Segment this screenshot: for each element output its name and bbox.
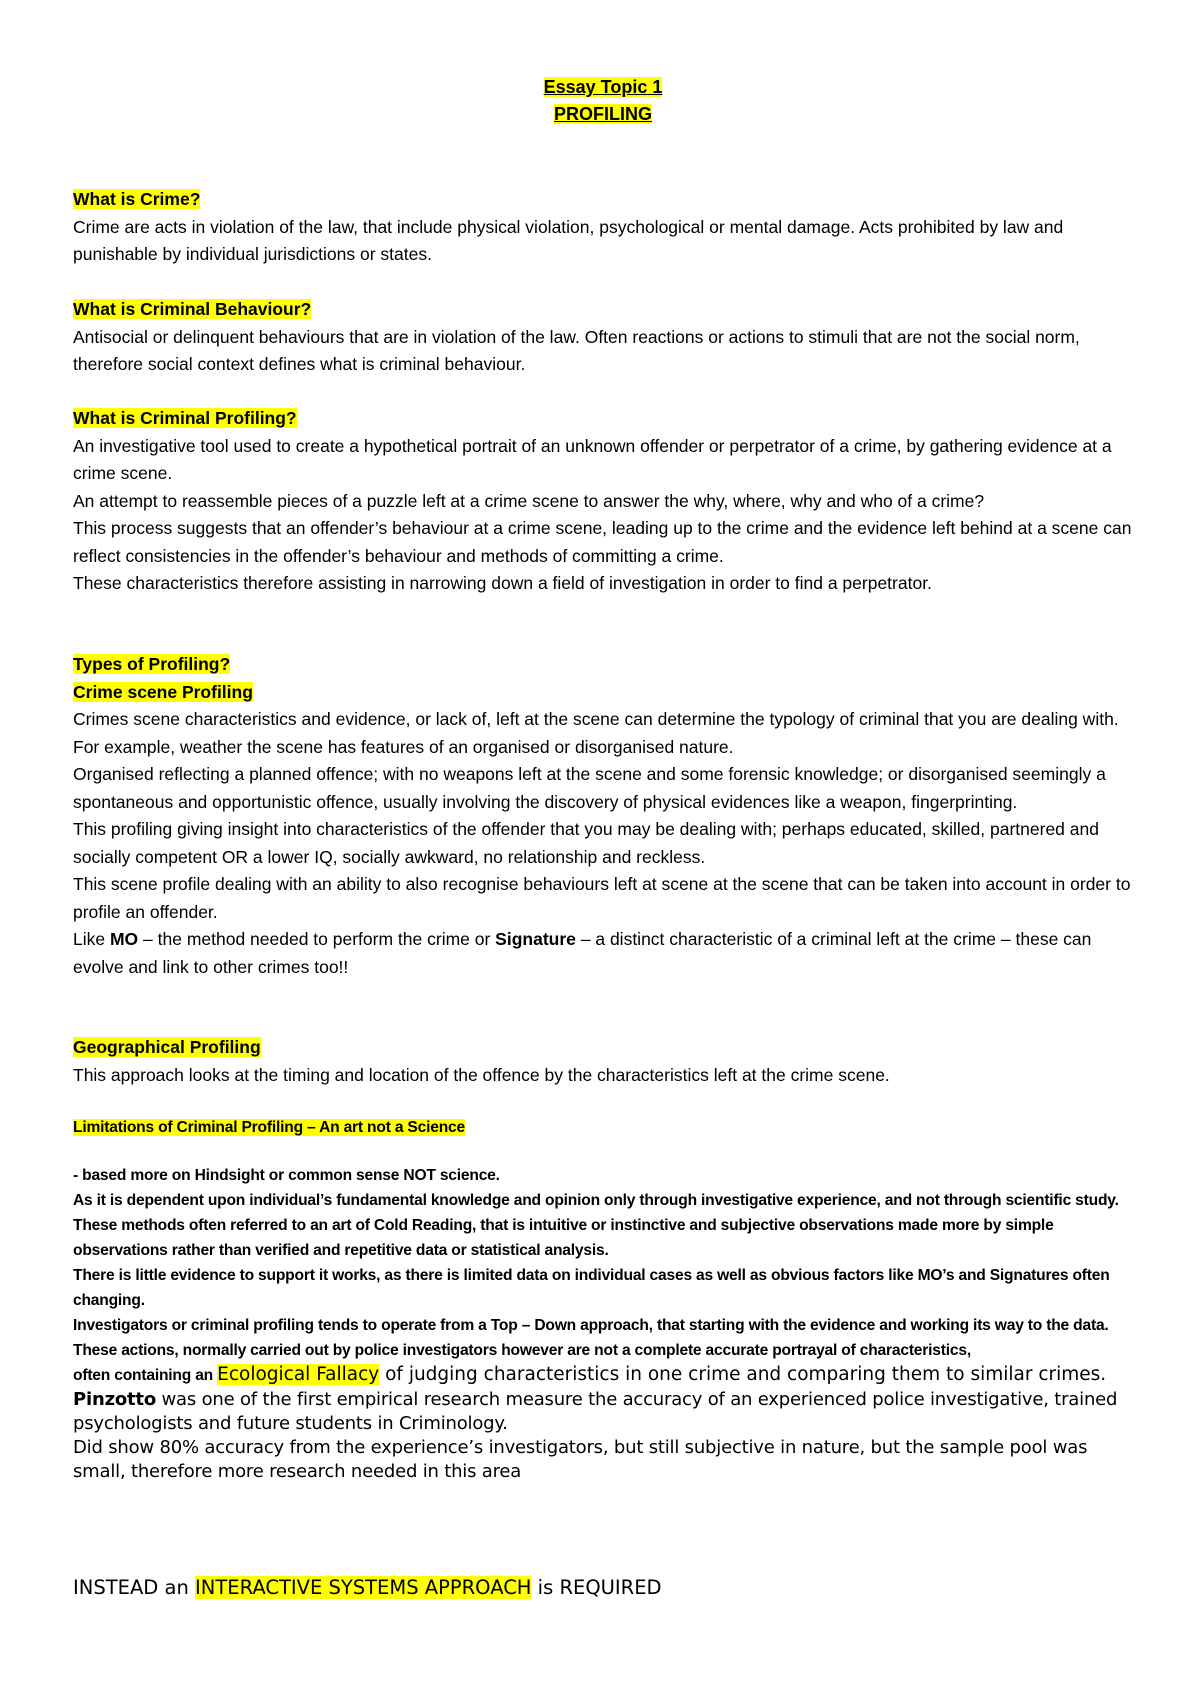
- heading-geographical-profiling: Geographical Profiling: [73, 1037, 261, 1057]
- heading-what-is-crime: What is Crime?: [73, 189, 201, 209]
- term-mo: MO: [109, 929, 139, 949]
- lim-p8-rest: was one of the first empirical research measure the accuracy of an experienced police investigative, trained psychologists and future students in Criminology.: [73, 1389, 1118, 1434]
- lim-p7-b: of: [379, 1364, 403, 1385]
- limitations-paragraph-5: Investigators or criminal profiling tends to operate from a Top – Down approach, that starting with the evidence and working its way to the data.: [73, 1317, 1109, 1334]
- section-crime: [73, 186, 1133, 269]
- conclusion-line: [73, 1574, 1133, 1602]
- heading-criminal-behaviour: What is Criminal Behaviour?: [73, 299, 312, 319]
- conclusion-a: INSTEAD an: [73, 1576, 196, 1599]
- types-paragraph-2: Organised reflecting a planned offence; with no weapons left at the scene and some forensic knowledge; or disorganised seemingly a spontaneous and opportunistic offence, usually involving the discovery of physical evidences like a weapon, fingerprinting.: [73, 764, 1106, 812]
- title-line-2: PROFILING: [554, 104, 652, 124]
- title-line-1: Essay Topic 1: [543, 77, 663, 97]
- types-p5-a: Like: [73, 929, 110, 949]
- document-title: [73, 74, 1133, 102]
- profiling-paragraph-3: This process suggests that an offender’s behaviour at a crime scene, leading up to the crime and the evidence left behind at a scene can reflect consistencies in the offender’s behaviour and methods of committing a crime.: [73, 518, 1132, 566]
- crime-paragraph: Crime are acts in violation of the law, that include physical violation, psychological or mental damage. Acts prohibited by law and punishable by individual jurisdictions or states.: [73, 216, 1064, 264]
- section-profiling: [73, 405, 1133, 598]
- types-p5-b: – the method needed to perform the crime or: [138, 929, 496, 949]
- document-subtitle: [73, 101, 1133, 129]
- heading-criminal-profiling: What is Criminal Profiling?: [73, 408, 297, 428]
- heading-limitations: Limitations of Criminal Profiling – An art not a Science: [73, 1119, 465, 1136]
- profiling-paragraph-4: These characteristics therefore assisting in narrowing down a field of investigation in order to find a perpetrator.: [73, 573, 932, 593]
- heading-types-of-profiling: Types of Profiling?: [73, 654, 231, 674]
- limitations-paragraph-8: [73, 1388, 1133, 1436]
- limitations-paragraph-3: These methods often referred to an art of Cold Reading, that is intuitive or instinctive and subjective observations made more by simple observations rather than verified and repetitive data or statistical analysis.: [73, 1217, 1054, 1259]
- types-paragraph-3: This profiling giving insight into characteristics of the offender that you may be dealing with; perhaps educated, skilled, partnered and socially competent OR a lower IQ, socially awkward, no relationship and reckless.: [73, 819, 1099, 867]
- limitations-paragraph-9: Did show 80% accuracy from the experience’s investigators, but still subjective in nature, but the sample pool was small, therefore more research needed in this area: [73, 1437, 1088, 1482]
- lim-p7-a: often containing an: [73, 1367, 218, 1384]
- geo-paragraph: This approach looks at the timing and location of the offence by the characteristics left at the crime scene.: [73, 1064, 890, 1085]
- limitations-paragraph-1: - based more on Hindsight or common sense NOT science.: [73, 1167, 500, 1184]
- lim-p7-c: judging characteristics in one crime and comparing them to similar crimes.: [402, 1364, 1107, 1385]
- section-behaviour: [73, 296, 1133, 379]
- heading-crime-scene-profiling: Crime scene Profiling: [73, 681, 253, 702]
- section-geographical: [73, 1034, 1133, 1089]
- types-p5-c: – a distinct characteristic of a criminal left at the crime – these can evolve and link to other crimes too!!: [73, 929, 1092, 977]
- term-pinzotto: Pinzotto: [73, 1389, 156, 1410]
- section-limitations: [73, 1115, 1133, 1140]
- term-signature: Signature: [495, 929, 576, 949]
- conclusion-highlight: INTERACTIVE SYSTEMS APPROACH: [195, 1576, 532, 1599]
- types-paragraph-4: This scene profile dealing with an ability to also recognise behaviours left at scene at the scene that can be taken into account in order to profile an offender.: [73, 874, 1131, 922]
- term-ecological-fallacy: Ecological Fallacy: [217, 1364, 380, 1385]
- types-paragraph-1: Crimes scene characteristics and evidence, or lack of, left at the scene can determine the typology of criminal that you are dealing with. For example, weather the scene has features of an organised or disorganised nature.: [73, 709, 1119, 757]
- types-paragraph-5: [73, 926, 1133, 981]
- behaviour-paragraph: Antisocial or delinquent behaviours that are in violation of the law. Often reactions or actions to stimuli that are not the social norm, therefore social context defines what is criminal behaviour.: [73, 326, 1080, 374]
- limitations-paragraph-6: These actions, normally carried out by police investigators however are not a complete accurate portrayal of characteristics,: [73, 1342, 971, 1359]
- limitations-paragraph-2: As it is dependent upon individual’s fundamental knowledge and opinion only through investigative experience, and not through scientific study.: [73, 1192, 1119, 1209]
- limitations-body: [73, 1163, 1133, 1484]
- profiling-paragraph-1: An investigative tool used to create a hypothetical portrait of an unknown offender or perpetrator of a crime, by gathering evidence at a crime scene.: [73, 435, 1112, 483]
- limitations-paragraph-7: [73, 1363, 1133, 1388]
- conclusion-b: is REQUIRED: [531, 1576, 662, 1599]
- limitations-paragraph-4: There is little evidence to support it works, as there is limited data on individual cases as well as obvious factors like MO’s and Signatures often changing.: [73, 1267, 1110, 1309]
- section-types: [73, 651, 1133, 981]
- profiling-paragraph-2: An attempt to reassemble pieces of a puzzle left at a crime scene to answer the why, where, why and who of a crime?: [73, 490, 985, 511]
